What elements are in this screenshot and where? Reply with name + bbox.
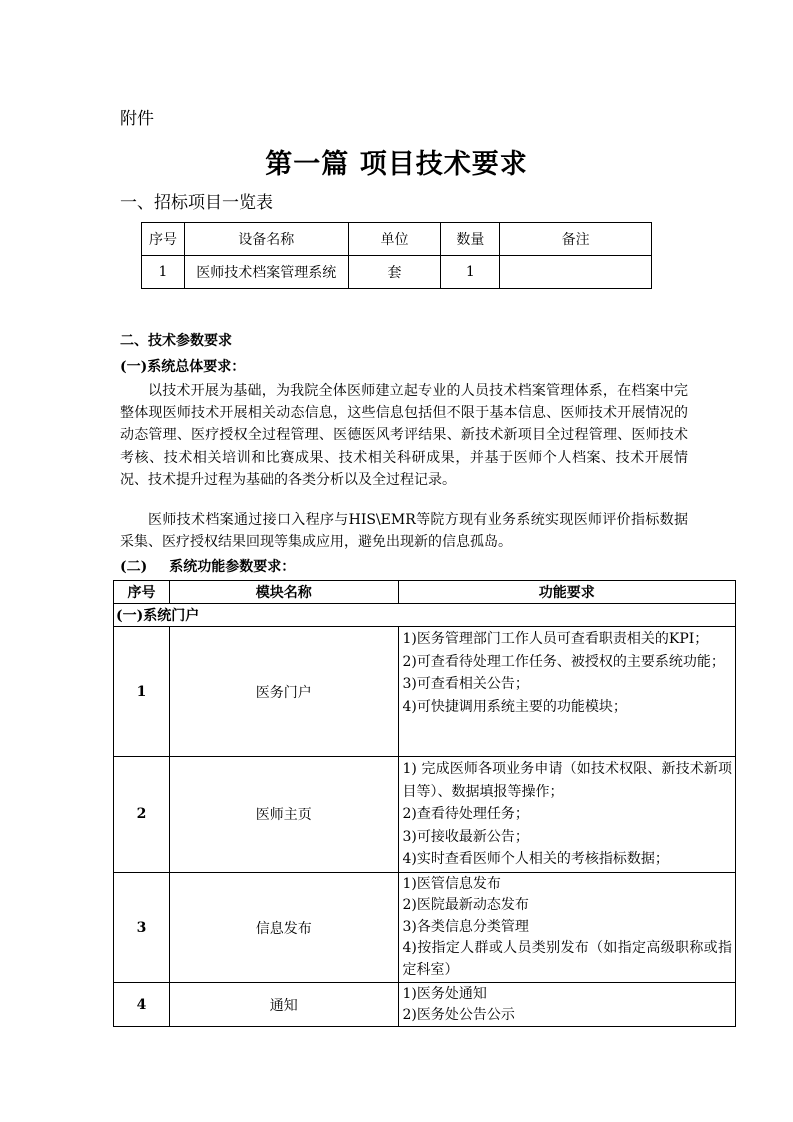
- func-col-header-module: 模块名称: [169, 581, 398, 604]
- func-row-no: 4: [114, 983, 170, 1027]
- func-row-module: 医务门户: [169, 627, 398, 757]
- table-row: [114, 983, 736, 1027]
- table-row: [142, 256, 652, 289]
- requirement-item: 1)医务处通知: [402, 986, 487, 1003]
- integration-paragraph: 医师技术档案通过接口入程序与HIS\EMR等院方现有业务系统实现医师评价指标数据采集、医疗授权结果回现等集成应用，避免出现新的信息孤岛。: [120, 512, 688, 551]
- func-row-requirements: [398, 627, 735, 757]
- table-row: [114, 872, 736, 983]
- func-col-header-requirements: 功能要求: [398, 581, 735, 604]
- subsection2-number: (二): [120, 559, 148, 575]
- func-row-module: 信息发布: [169, 872, 398, 983]
- func-group-label: (一)系统门户: [114, 604, 736, 627]
- requirement-item: 4)可快捷调用系统主要的功能模块；: [402, 698, 627, 715]
- requirement-item: 1)医务管理部门工作人员可查看职责相关的KPI；: [402, 631, 709, 647]
- cell-quantity: 1: [441, 256, 500, 289]
- subsection1-heading: (一)系统总体要求：: [120, 359, 246, 375]
- func-row-module: 医师主页: [169, 757, 398, 873]
- func-table-header-row: [114, 581, 736, 604]
- col-header-remarks: 备注: [500, 223, 652, 256]
- section2-heading: 二、技术参数要求: [120, 333, 232, 349]
- requirement-item: 4)按指定人群或人员类别发布（如指定高级职称或指定科室）: [402, 940, 732, 978]
- func-col-header-no: 序号: [114, 581, 170, 604]
- requirement-item: 3)各类信息分类管理: [402, 918, 529, 935]
- func-row-requirements: [398, 872, 735, 983]
- attachment-label: 附件: [120, 109, 154, 129]
- requirement-item: 1) 完成医师各项业务申请（如技术权限、新技术新项目等）、数据填报等操作；: [402, 761, 732, 800]
- function-requirements-table: [113, 580, 736, 1027]
- subsection2-heading: [120, 556, 295, 576]
- requirement-item: 3)可查看相关公告；: [402, 676, 529, 693]
- func-group-row: [114, 604, 736, 627]
- col-header-quantity: 数量: [441, 223, 500, 256]
- requirement-item: 2)可查看待处理工作任务、被授权的主要系统功能；: [402, 653, 725, 670]
- func-row-requirements: [398, 757, 735, 873]
- cell-remarks: [500, 256, 652, 289]
- func-row-requirements: [398, 983, 735, 1027]
- cell-no: 1: [142, 256, 185, 289]
- func-row-module: 通知: [169, 983, 398, 1027]
- requirement-item: 2)查看待处理任务；: [402, 806, 529, 823]
- requirement-item: 3)可接收最新公告；: [402, 828, 529, 845]
- table-row: [114, 627, 736, 757]
- section1-heading: 一、招标项目一览表: [120, 193, 273, 213]
- col-header-no: 序号: [142, 223, 185, 256]
- table-row: [114, 757, 736, 873]
- requirement-item: 2)医院最新动态发布: [402, 897, 529, 914]
- cell-device-name: 医师技术档案管理系统: [184, 256, 348, 289]
- requirement-item: 1)医管信息发布: [402, 875, 501, 892]
- table-header-row: [142, 223, 652, 256]
- cell-unit: 套: [348, 256, 441, 289]
- col-header-unit: 单位: [348, 223, 441, 256]
- overall-requirements-paragraph: 以技术开展为基础，为我院全体医师建立起专业的人员技术档案管理体系，在档案中完整体现医师技术开展相关动态信息，这些信息包括但不限于基本信息、医师技术开展情况的动态管理、医疗授权全过程管理、医德医风考评结果、新技术新项目全过程管理、医师技术考核、技术相关培训和比赛成果、技术相关科研成果，并基于医师个人档案、技术开展情况、技术提升过程为基础的各类分析以及全过程记录。: [120, 383, 688, 488]
- func-row-no: 1: [114, 627, 170, 757]
- col-header-device-name: 设备名称: [184, 223, 348, 256]
- func-row-no: 2: [114, 757, 170, 873]
- requirement-item: 2)医务处公告公示: [402, 1006, 515, 1023]
- subsection2-text: 系统功能参数要求：: [169, 559, 296, 575]
- page-title: 第一篇 项目技术要求: [265, 149, 528, 180]
- func-row-no: 3: [114, 872, 170, 983]
- requirement-item: 4)实时查看医师个人相关的考核指标数据；: [402, 851, 669, 868]
- bid-items-table: [141, 222, 652, 289]
